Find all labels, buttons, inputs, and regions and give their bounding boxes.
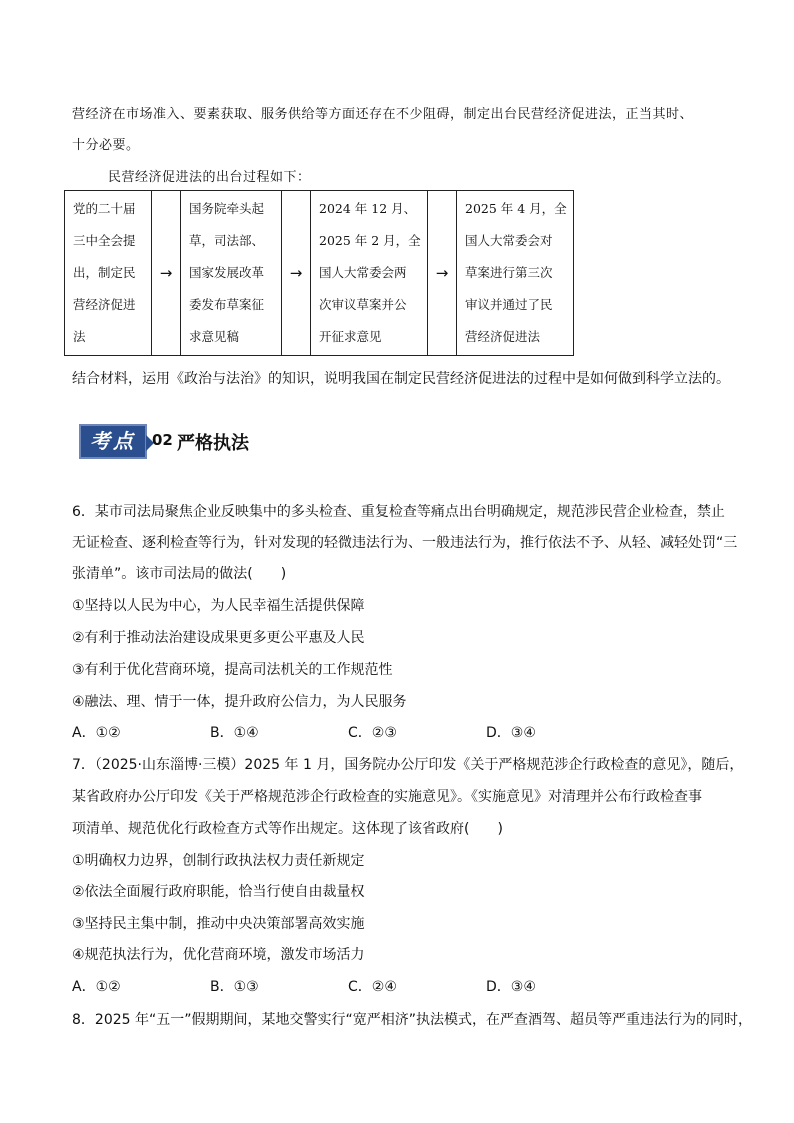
q7-option-a[interactable]: A．①②: [72, 979, 121, 995]
q6-item-3: ③有利于优化营商环境，提高司法机关的工作规范性: [72, 662, 393, 678]
q8-stem-line-1: 8．2025 年“五一”假期期间，某地交警实行“宽严相济”执法模式，在严查酒驾、超员等严重违法行为的同时，: [72, 1012, 752, 1028]
q6-stem-line-1: 6．某市司法局聚焦企业反映集中的多头检查、重复检查等痛点出台明确规定，规范涉民营企业检查，禁止: [72, 504, 725, 520]
q7-stem-line-1: 7．（2025·山东淄博·三模）2025 年 1 月，国务院办公厅印发《关于严格规范涉企行政检查的意见》，随后，: [72, 757, 744, 773]
q6-item-2: ②有利于推动法治建设成果更多更公平惠及人民: [72, 630, 365, 646]
q7-stem-line-3: 项清单、规范优化行政检查方式等作出规定。这体现了该省政府( ): [72, 821, 503, 837]
q7-option-c[interactable]: C．②④: [348, 979, 397, 995]
q6-item-1: ①坚持以人民为中心，为人民幸福生活提供保障: [72, 598, 365, 614]
q7-stem-line-2: 某省政府办公厅印发《关于严格规范涉企行政检查的实施意见》。《实施意见》对清理并公布行政检查事: [72, 789, 702, 805]
question-5-prompt: 结合材料，运用《政治与法治》的知识，说明我国在制定民营经济促进法的过程中是如何做到科学立法的。: [72, 371, 730, 387]
flow-step-4: 2025 年 4 月，全 国人大常委会对 草案进行第三次 审议并通过了民 营经济促进法: [457, 191, 574, 356]
flow-arrow-3: →: [428, 191, 457, 356]
flow-step-3: 2024 年 12 月、 2025 年 2 月，全 国人大常委会两 次审议草案并公 开征求意见: [311, 191, 428, 356]
q6-stem-line-3: 张清单”。该市司法局的做法( ): [72, 566, 287, 582]
section-badge: 考点: [79, 424, 147, 459]
q6-stem-line-2: 无证检查、逐利检查等行为，针对发现的轻微违法行为、一般违法行为，推行依法不予、从轻、减轻处罚“三: [72, 535, 738, 551]
flow-arrow-2: →: [282, 191, 311, 356]
q7-option-b[interactable]: B．①③: [210, 979, 259, 995]
q7-item-4: ④规范执法行为，优化营商环境，激发市场活力: [72, 947, 365, 963]
flow-step-2: 国务院牵头起 草，司法部、 国家发展改革 委发布草案征 求意见稿: [181, 191, 282, 356]
section-number: 02: [152, 431, 173, 449]
q7-item-2: ②依法全面履行政府职能，恰当行使自由裁量权: [72, 884, 365, 900]
q6-option-c[interactable]: C．②③: [348, 725, 397, 741]
legislation-flow-table: [64, 190, 574, 356]
q6-option-d[interactable]: D．③④: [486, 725, 536, 741]
intro-line-1: 营经济在市场准入、要素获取、服务供给等方面还存在不少阻碍，制定出台民营经济促进法，正当其时、: [72, 107, 694, 122]
q6-option-b[interactable]: B．①④: [210, 725, 259, 741]
q6-item-4: ④融法、理、情于一体，提升政府公信力，为人民服务: [72, 694, 407, 710]
intro-line-2: 十分必要。: [72, 138, 140, 153]
q6-option-a[interactable]: A．①②: [72, 725, 121, 741]
flow-arrow-1: →: [152, 191, 181, 356]
section-title: 严格执法: [177, 433, 249, 454]
q7-item-1: ①明确权力边界，创制行政执法权力责任新规定: [72, 853, 365, 869]
q7-option-d[interactable]: D．③④: [486, 979, 536, 995]
flow-caption: 民营经济促进法的出台过程如下：: [108, 170, 311, 185]
flow-step-1: 党的二十届 三中全会提 出，制定民 营经济促进 法: [65, 191, 152, 356]
q7-item-3: ③坚持民主集中制，推动中央决策部署高效实施: [72, 916, 365, 932]
